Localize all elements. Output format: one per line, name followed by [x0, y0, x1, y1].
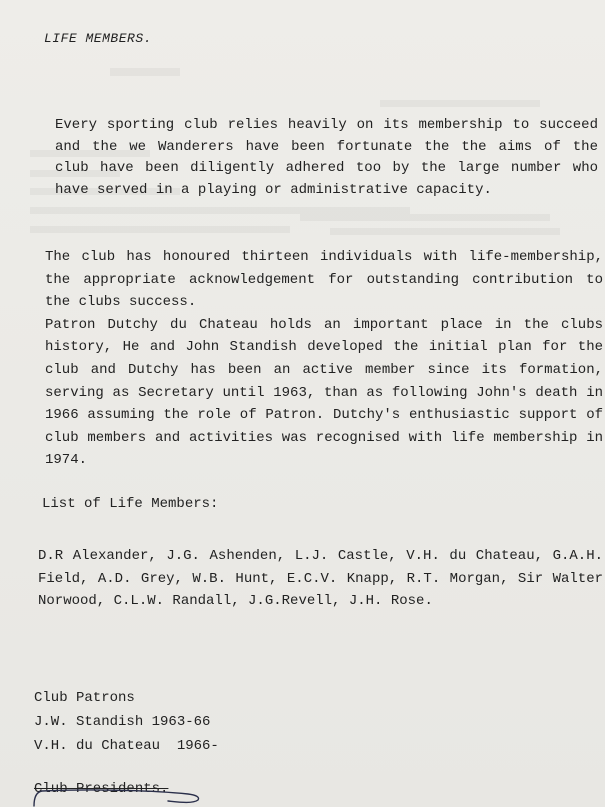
honours-paragraph: [45, 246, 603, 472]
club-patrons-heading: Club Patrons: [34, 690, 135, 706]
club-patrons-section: [34, 686, 219, 758]
intro-paragraph: Every sporting club relies heavily on its membership to succeed and the we Wanderers have been fortunate the the aims of the club have been diligently adhered too by the large number who have served in a playing or administrative capacity.: [55, 117, 598, 198]
honours-text: The club has honoured thirteen individuals with life-membership, the appropriate acknowledgement for outstanding contribution to the clubs success.: [45, 249, 603, 311]
pen-strike-mark: [28, 780, 208, 807]
patron-entry: V.H. du Chateau 1966-: [34, 738, 219, 754]
page-title: LIFE MEMBERS.: [44, 31, 152, 46]
patron-entry: J.W. Standish 1963-66: [34, 714, 211, 730]
life-members-list: D.R Alexander, J.G. Ashenden, L.J. Castle, V.H. du Chateau, G.A.H. Field, A.D. Grey, W.B. Hunt, E.C.V. Knapp, R.T. Morgan, Sir Walter Norwood, C.L.W. Randall, J.G.Revell, J.H. Rose.: [38, 548, 603, 609]
life-members-heading: List of Life Members:: [42, 496, 219, 512]
patron-history-text: Patron Dutchy du Chateau holds an important place in the clubs history, He and John Standish developed the initial plan for the club and Dutchy has been an active member since its formation, serving as Secretary until 1963, than as following John's death in 1966 assuming the role of Patron. Dutchy's enthusiastic support of club members and activities was recognised with life membership in 1974.: [45, 316, 603, 469]
club-presidents-heading: Club Presidents.: [34, 781, 169, 797]
